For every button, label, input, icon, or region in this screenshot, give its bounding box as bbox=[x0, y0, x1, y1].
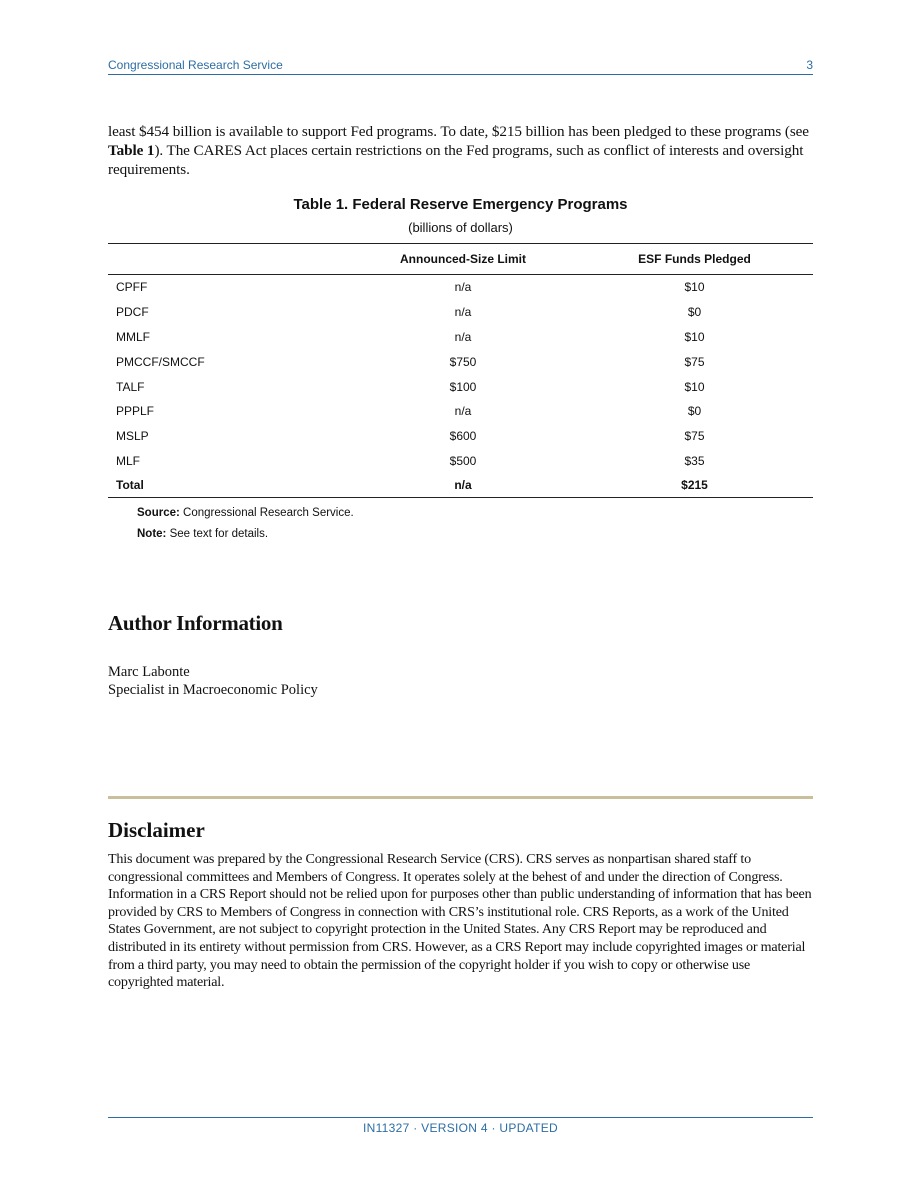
esf-funds-pledged: $10 bbox=[684, 329, 705, 344]
column-header-program bbox=[108, 244, 350, 275]
program-name: CPFF bbox=[116, 280, 148, 295]
table-reference-link: Table 1 bbox=[108, 142, 155, 159]
esf-funds-pledged: $75 bbox=[684, 429, 705, 444]
author-block bbox=[108, 663, 318, 699]
disclaimer-heading: Disclaimer bbox=[108, 818, 205, 842]
header-org-name: Congressional Research Service bbox=[108, 58, 283, 72]
disclaimer-text: This document was prepared by the Congressional Research Service (CRS). CRS serves as nonpartisan shared staff to congressional committees and Members of Congress. It operates solely at the behest of and under the direction of Congress. Information in a CRS Report should not be relied upon for purposes other than public understanding of information that has been provided by CRS to Members of Congress in connection with CRS’s institutional role. CRS Reports, as a work of the United States Government, are not subject to copyright protection in the United States. Any CRS Report may be reproduced and distributed in its entirety without permission from CRS. However, as a CRS Report may include copyrighted images or material from a third party, you may need to obtain the permission of the copyright holder if you wish to copy or otherwise use copyrighted material. bbox=[108, 851, 812, 991]
esf-funds-pledged: $75 bbox=[684, 354, 705, 369]
footer-divider bbox=[108, 1117, 813, 1118]
program-name: MSLP bbox=[116, 429, 149, 444]
program-name: PPPLF bbox=[116, 404, 155, 419]
announced-size-limit: $750 bbox=[449, 354, 477, 369]
section-divider bbox=[108, 796, 813, 799]
intro-text-2: ). The CARES Act places certain restrictions on the Fed programs, such as conflict of interests and oversight requirements. bbox=[108, 142, 804, 178]
note-text: See text for details. bbox=[166, 528, 269, 540]
table-title: Table 1. Federal Reserve Emergency Programs bbox=[293, 196, 628, 213]
announced-size-limit: n/a bbox=[454, 329, 472, 344]
total-esf-funds-pledged: $215 bbox=[576, 473, 813, 498]
announced-size-limit: $600 bbox=[449, 429, 477, 444]
table-subtitle: (billions of dollars) bbox=[408, 220, 513, 235]
page-header bbox=[108, 56, 813, 75]
column-header-announced-size-limit: Announced-Size Limit bbox=[350, 244, 576, 275]
table-total-row bbox=[108, 473, 813, 498]
table-row bbox=[108, 424, 813, 449]
table-row bbox=[108, 399, 813, 424]
announced-size-limit: n/a bbox=[454, 404, 472, 419]
esf-funds-pledged: $10 bbox=[684, 280, 705, 295]
table-row bbox=[108, 275, 813, 300]
table-row bbox=[108, 300, 813, 325]
table-row bbox=[108, 449, 813, 474]
announced-size-limit: $100 bbox=[449, 379, 477, 394]
esf-funds-pledged: $0 bbox=[687, 404, 702, 419]
author-name: Marc Labonte bbox=[108, 664, 190, 680]
table-row bbox=[108, 349, 813, 374]
esf-funds-pledged: $35 bbox=[684, 453, 705, 468]
announced-size-limit: n/a bbox=[454, 280, 472, 295]
page-number: 3 bbox=[806, 58, 813, 72]
esf-funds-pledged: $0 bbox=[687, 305, 702, 320]
source-label: Source: bbox=[137, 507, 180, 519]
table-header-row bbox=[108, 244, 813, 275]
table-row bbox=[108, 374, 813, 399]
table-note bbox=[137, 528, 268, 540]
author-information-heading: Author Information bbox=[108, 611, 283, 635]
program-name: PDCF bbox=[116, 305, 149, 320]
total-announced-size-limit: n/a bbox=[350, 473, 576, 498]
column-header-esf-funds-pledged: ESF Funds Pledged bbox=[576, 244, 813, 275]
total-label: Total bbox=[108, 473, 350, 498]
program-name: PMCCF/SMCCF bbox=[116, 354, 205, 369]
author-title: Specialist in Macroeconomic Policy bbox=[108, 682, 318, 698]
program-name: TALF bbox=[116, 379, 145, 394]
source-text: Congressional Research Service. bbox=[179, 507, 354, 519]
program-name: MMLF bbox=[116, 329, 150, 344]
table-source bbox=[137, 507, 354, 519]
intro-text-1: least $454 billion is available to support Fed programs. To date, $215 billion has been pledged to these programs (see bbox=[108, 123, 809, 140]
announced-size-limit: $500 bbox=[449, 453, 477, 468]
intro-paragraph bbox=[108, 122, 818, 179]
page-footer: IN11327 · VERSION 4 · UPDATED bbox=[363, 1121, 558, 1135]
table-row bbox=[108, 325, 813, 350]
program-name: MLF bbox=[116, 453, 140, 468]
note-label: Note: bbox=[137, 528, 167, 540]
esf-funds-pledged: $10 bbox=[684, 379, 705, 394]
emergency-programs-table bbox=[108, 243, 813, 498]
announced-size-limit: n/a bbox=[454, 305, 472, 320]
